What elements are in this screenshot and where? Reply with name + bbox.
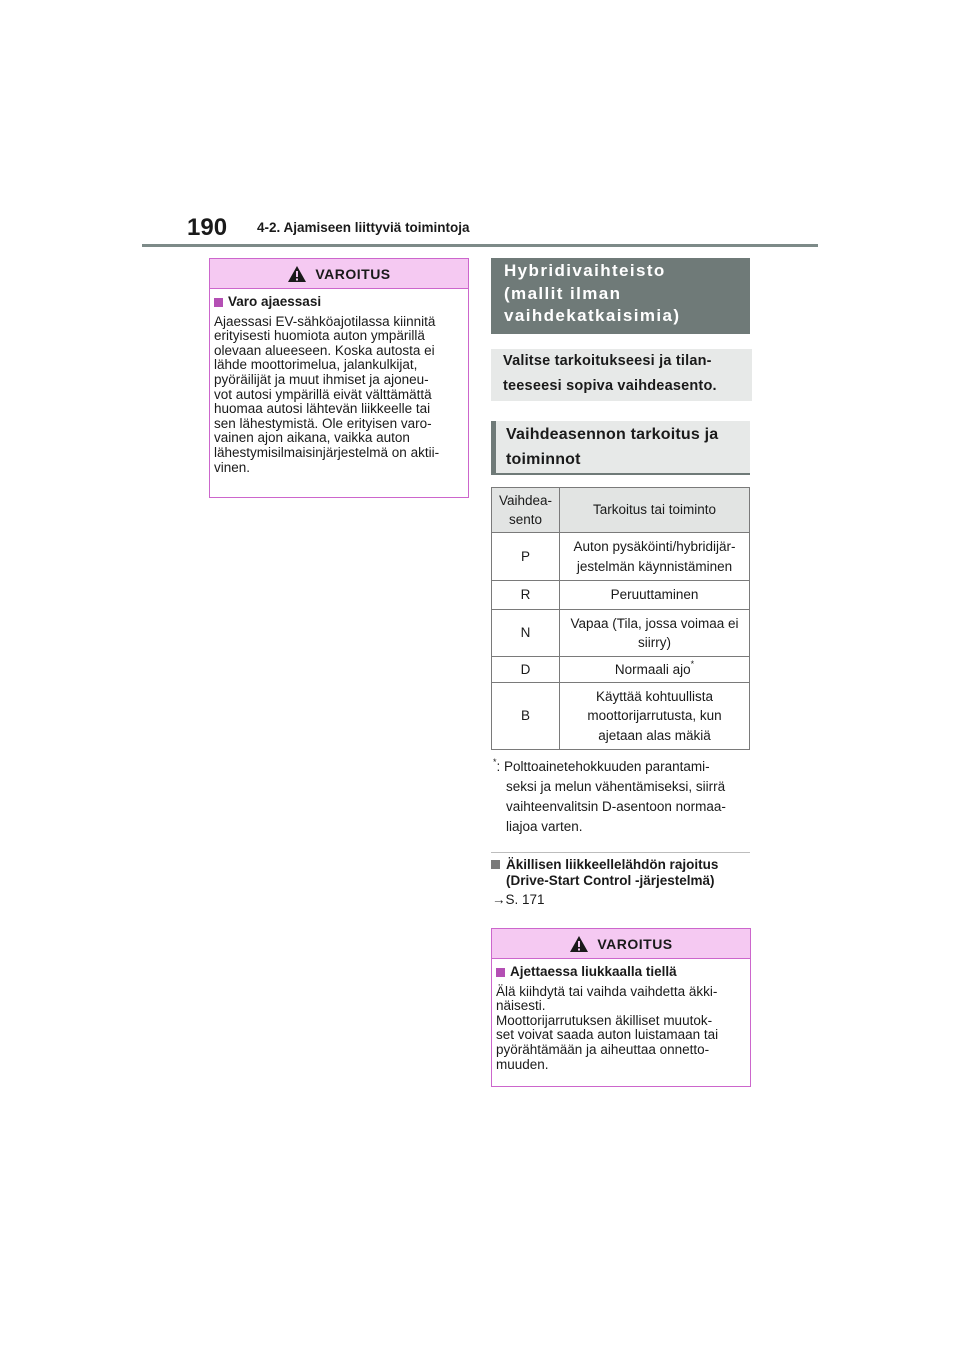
warning-text: Älä kiihdytä tai vaihda vaihdetta äkki- näisesti. Moottorijarrutuksen äkilliset muutok- set voivat saada auton luistamaan tai pyörähtämään ja aiheuttaa onnetto- muuden. xyxy=(496,983,719,1072)
footnote-marker: * xyxy=(690,659,695,670)
function-cell: Auton pysäköinti/hybridijär- jestelmän käynnistäminen xyxy=(560,533,750,581)
function-cell: Käyttää kohtuullista moottorijarrutusta, kun ajetaan alas mäkiä xyxy=(560,683,750,750)
intro-text: Valitse tarkoitukseesi ja tilan- teeseesi sopiva vaihdeasento. xyxy=(491,349,752,401)
gear-position-table xyxy=(491,487,750,750)
drive-start-control-heading xyxy=(491,857,751,888)
gear-cell: N xyxy=(492,610,560,657)
footnote-text: : Polttoainetehokkuuden parantami- seksi ja melun vähentämiseksi, siirrä vaihteenvalitsin D-asentoon normaa- liajoa varten. xyxy=(496,759,726,834)
section-divider xyxy=(491,852,750,853)
footnote xyxy=(493,757,753,837)
function-cell: Vapaa (Tila, jossa voimaa ei siirry) xyxy=(560,610,750,657)
header-divider xyxy=(142,244,818,247)
function-text: Normaali ajo xyxy=(614,661,691,677)
table-row xyxy=(492,610,750,657)
warning-header xyxy=(210,259,468,289)
column-header-function: Tarkoitus tai toiminto xyxy=(560,488,750,533)
page-reference-link[interactable]: →S. 171 xyxy=(492,892,545,907)
function-cell: Peruuttaminen xyxy=(560,581,750,610)
warning-title: VAROITUS xyxy=(315,265,391,282)
warning-text: Ajaessasi EV-sähköajotilassa kiinnitä erityisesti huomiota auton ympärillä olevaan alueeseen. Koska autosta ei lähde moottorimelua, jalankulkijat, pyöräilijät ja muut ihmiset ja ajoneu- vot autosi ympärillä eivät välttämättä huomaa autosi lähtevän liikkeelle tai sen lähestymistä. Ole erityisen varo- vainen ajon aikana, vaikka auton lähestymisilmaisinjärjestelmä on aktii- vinen. xyxy=(214,313,440,475)
gear-cell: R xyxy=(492,581,560,610)
gear-cell: D xyxy=(492,657,560,683)
square-bullet-icon xyxy=(491,860,500,869)
table-row xyxy=(492,533,750,581)
drive-start-heading-text: Äkillisen liikkeellelähdön rajoitus (Drive-Start Control -järjestelmä) xyxy=(506,857,719,888)
column-header-gear: Vaihdea- sento xyxy=(492,488,560,533)
table-row xyxy=(492,657,750,683)
warning-header xyxy=(492,929,750,959)
warning-title: VAROITUS xyxy=(597,935,673,952)
gear-cell: B xyxy=(492,683,560,750)
page-number: 190 xyxy=(187,214,228,241)
warning-subtitle-text: Ajettaessa liukkaalla tiellä xyxy=(510,964,677,979)
warning-box-slippery-road xyxy=(491,928,751,1087)
section-title: 4-2. Ajamiseen liittyviä toimintoja xyxy=(257,220,470,235)
square-bullet-icon xyxy=(214,298,223,307)
warning-triangle-icon xyxy=(287,265,307,283)
warning-subtitle xyxy=(496,965,742,980)
footnote-marker: * xyxy=(493,756,497,767)
gear-cell: P xyxy=(492,533,560,581)
gear-purpose-heading: Vaihdeasennon tarkoitus ja toiminnot xyxy=(491,421,750,475)
square-bullet-icon xyxy=(496,968,505,977)
warning-triangle-icon xyxy=(569,935,589,953)
table-row xyxy=(492,581,750,610)
warning-subtitle xyxy=(214,295,460,310)
warning-subtitle-text: Varo ajaessasi xyxy=(228,294,322,309)
hybrid-transmission-heading: Hybridivaihteisto (mallit ilman vaihdekatkaisimia) xyxy=(491,258,750,334)
function-cell xyxy=(560,657,750,683)
table-header-row xyxy=(492,488,750,533)
warning-box-ev-driving xyxy=(209,258,469,498)
table-row xyxy=(492,683,750,750)
